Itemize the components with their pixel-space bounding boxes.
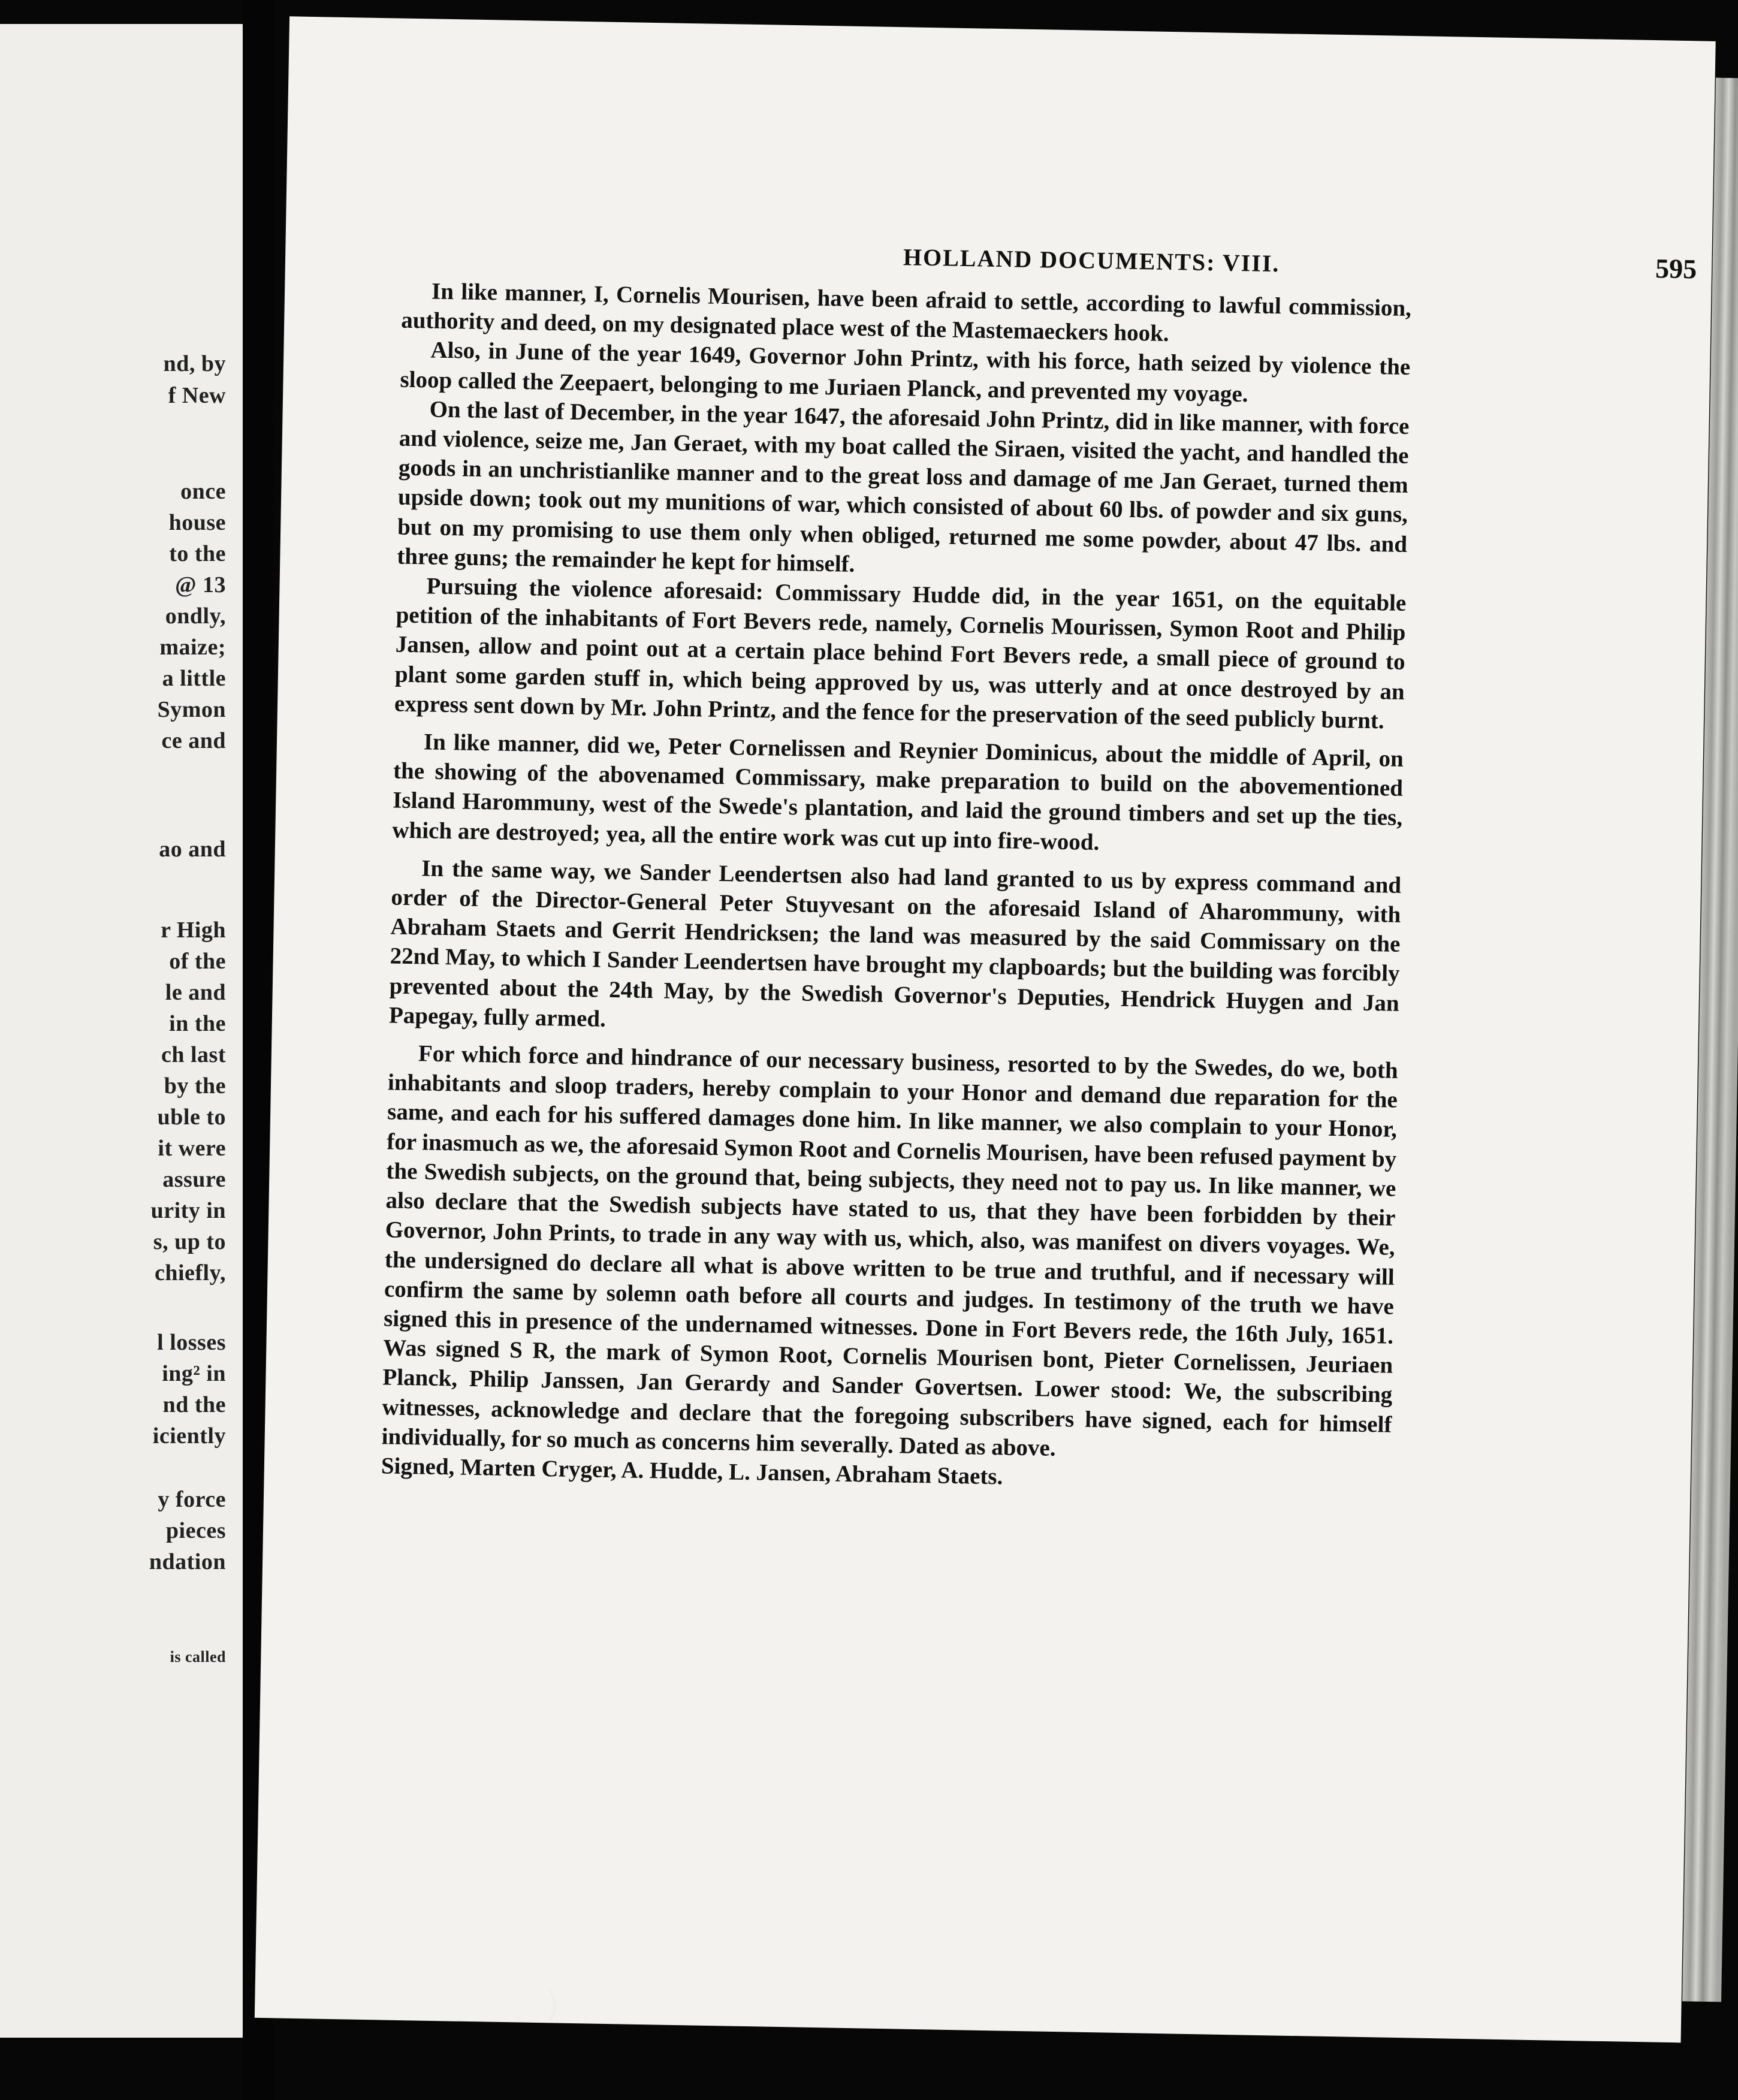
left-line: it were [158, 1136, 226, 1161]
paragraph: In like manner, I, Cornelis Mourisen, have been afraid to settle, according to lawful commission, authority and deed, on my designated place west of the Mastemaeckers hook. [400, 278, 1412, 347]
left-line: to the [169, 541, 226, 566]
left-line: in the [169, 1011, 226, 1036]
paragraph: Also, in June of the year 1649, Governor John Printz, with his force, hath seized by violence the sloop called the Zeepaert, belonging to me Juriaen Planck, and prevented my voyage. [400, 337, 1411, 407]
left-page-fragment [0, 24, 243, 2038]
left-line: ondly, [165, 604, 226, 629]
left-line: house [168, 510, 226, 535]
left-line: r High [161, 918, 226, 943]
main-page [255, 16, 1716, 2042]
left-line: s, up to [153, 1229, 226, 1254]
left-line: by the [164, 1073, 226, 1099]
left-line: chiefly, [154, 1260, 226, 1286]
left-line: ing² in [162, 1361, 226, 1386]
left-footnote-line: is called [170, 1648, 226, 1665]
left-line: l losses [157, 1330, 226, 1355]
paragraph: In like manner, did we, Peter Cornelissen and Reynier Dominicus, about the middle of April, on the showing of the abovenamed Commissary, make preparation to build on the abovementioned Island Harommuny, west of the Swede's plantation, and laid the ground timbers and set up the ties, which are destroyed; yea, all the entire work was cut up into fire-wood. [392, 729, 1404, 855]
running-head-title: HOLLAND DOCUMENTS: VIII. [903, 243, 1280, 277]
left-line: nd, by [163, 351, 226, 376]
left-line: urity in [150, 1198, 226, 1223]
body-text [381, 276, 1411, 1507]
left-line: pieces [165, 1518, 226, 1543]
paragraph: On the last of December, in the year 1647, the aforesaid John Printz, did in like manner, with force and violence, seize me, Jan Geraet, with my boat called the Siraen, visited the yacht, and handled the goods in an unchristianlike manner and to the great loss and damage of me Jan Geraet, turned them upside down; took out my munitions of war, which consisted of about 60 lbs. of powder and six guns, but on my promising to use them only when obliged, returned me some powder, about 47 lbs. and three guns; the remainder he kept for himself. [397, 396, 1410, 577]
paragraph: For which force and hindrance of our necessary business, resorted to by the Swedes, do we, both inhabitants and sloop traders, hereby complain to your Honor and demand due reparation for the same, and each for his suffered damages done him. In like manner, we also complain to your Honor, for inasmuch as we, the aforesaid Symon Root and Cornelis Mourisen, have been refused payment by the Swedish subjects, on the ground that, being subjects, they need not to pay us. In like manner, we also declare that the Swedish subjects have stated to us, that they have been forbidden by their Governor, John Prints, to trade in any way with us, which, also, was manifest on divers voyages. We, the undersigned do declare all what is above written to be true and truthful, and if necessary will confirm the same by solemn oath before all courts and judges. In testimony of the truth we have signed this in presence of the undernamed witnesses. Done in Fort Bevers rede, the 16th July, 1651. Was signed S R, the mark of Symon Root, Cornelis Mourisen bont, Pieter Cornelissen, Jeuriaen Planck, Philip Janssen, Jan Gerardy and Sander Govertsen. Lower stood: We, the subscribing witnesses, acknowledge and declare that the foregoing subscribers have signed, each for himself individually, for so much as concerns him severally. Dated as above. [381, 1040, 1399, 1461]
left-line: of the [169, 949, 226, 974]
paragraph: In the same way, we Sander Leendertsen also had land granted to us by express command and order of the Director-General Peter Stuyvesant on the aforesaid Island of Aharommuny, with Abraham Staets and Gerrit Hendricksen; the land was measured by the said Commissary on the 22nd May, to which I Sander Leendertsen have brought my clapboards; but the building was forcibly prevented about the 24th May, by the Swedish Governor's Deputies, Hendrick Huygen and Jan Papegay, fully armed. [388, 855, 1402, 1032]
left-line: ce and [161, 728, 226, 753]
left-line: y force [158, 1487, 226, 1512]
left-line: f New [168, 383, 226, 408]
paragraph: Pursuing the violence aforesaid: Commissary Hudde did, in the year 1651, on the equitable petition of the inhabitants of Fort Bevers rede, namely, Cornelis Mourissen, Symon Root and Philip Jansen, allow and point out at a certain place behind Fort Bevers rede, a small piece of ground to plant some garden stuff in, which being approved by us, was utterly and at once destroyed by an express sent down by Mr. John Printz, and the fence for the preservation of the seed publicly burnt. [394, 573, 1407, 734]
signature-line: Signed, Marten Cryger, A. Hudde, L. Jansen, Abraham Staets. [381, 1453, 1003, 1490]
left-line: ao and [159, 837, 226, 862]
left-line: nd the [162, 1392, 226, 1417]
left-line: le and [165, 980, 226, 1005]
left-line: assure [162, 1167, 226, 1192]
scan-artifact-mark: ) [545, 1984, 560, 2026]
page-number: 595 [1655, 253, 1697, 285]
left-line: maize; [159, 635, 226, 660]
left-line: @ 13 [175, 572, 226, 598]
left-line: ndation [149, 1549, 226, 1574]
left-line: uble to [157, 1105, 226, 1130]
left-line: Symon [157, 697, 226, 722]
left-line: once [180, 479, 226, 504]
left-line: ch last [161, 1042, 226, 1067]
left-line: iciently [152, 1423, 226, 1449]
left-line: a little [162, 666, 226, 691]
